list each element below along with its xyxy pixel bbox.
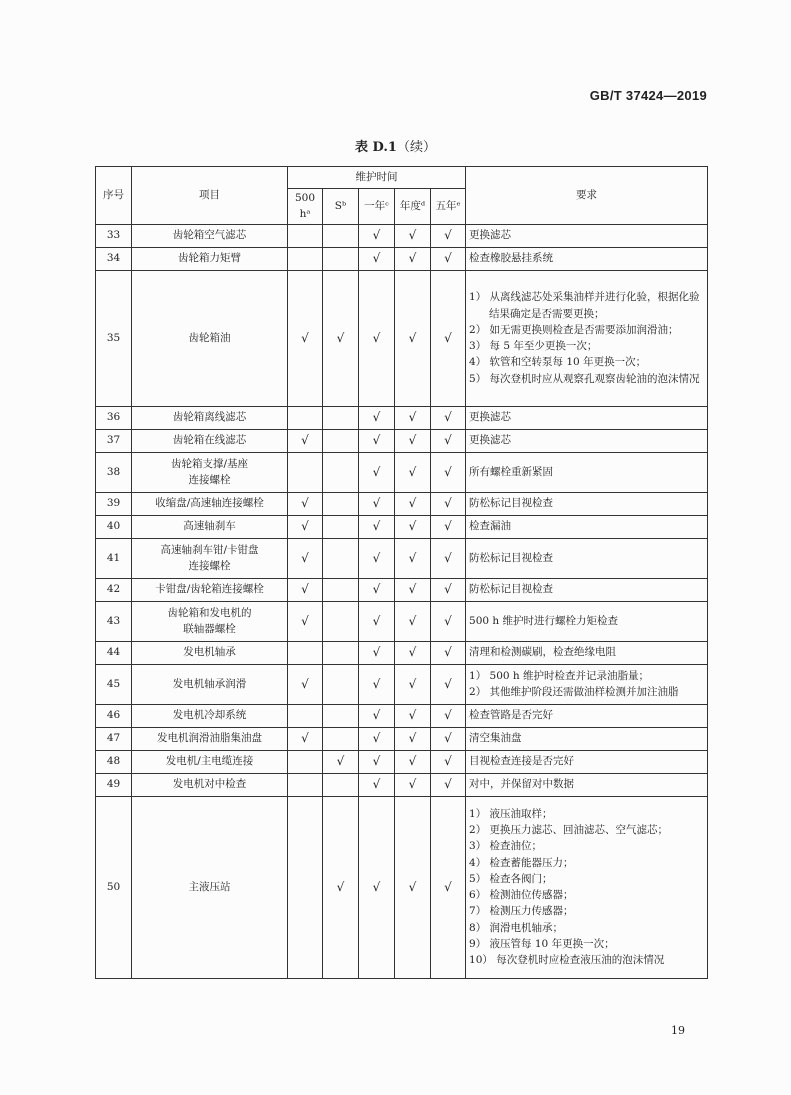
check-mark-icon: √ xyxy=(444,433,452,448)
check-mark-icon: √ xyxy=(372,251,381,266)
check-mark-icon: √ xyxy=(444,708,452,723)
requirement-line: 6） 检测油位传感器； xyxy=(469,889,574,902)
requirement-line: 10） 每次登机时应检查液压油的泡沫情况 xyxy=(469,954,665,967)
check-mark-icon: √ xyxy=(444,251,452,266)
check-mark-icon: √ xyxy=(372,519,381,534)
check-s xyxy=(323,538,359,578)
check-five-year xyxy=(431,727,466,750)
check-mark-icon: √ xyxy=(336,330,345,345)
table-body xyxy=(96,224,708,978)
table-row xyxy=(96,727,708,750)
page-number: 19 xyxy=(671,1024,685,1037)
row-item xyxy=(132,224,288,247)
check-annual xyxy=(395,773,431,796)
row-requirement xyxy=(466,796,708,978)
check-one-year xyxy=(359,452,395,492)
item-line: 发电机对中检查 xyxy=(172,778,247,791)
check-500h xyxy=(288,796,323,978)
row-number: 40 xyxy=(96,515,132,538)
check-annual xyxy=(395,601,431,641)
check-annual xyxy=(395,515,431,538)
check-one-year xyxy=(359,578,395,601)
check-one-year xyxy=(359,796,395,978)
check-mark-icon: √ xyxy=(444,464,452,479)
requirement-line: 500 h 维护时进行螺栓力矩检查 xyxy=(469,614,618,627)
row-requirement xyxy=(466,492,708,515)
check-mark-icon: √ xyxy=(301,613,309,628)
row-number: 34 xyxy=(96,247,132,270)
requirement-line: 9） 液压管每 10 年更换一次； xyxy=(469,937,615,950)
row-number: 42 xyxy=(96,578,132,601)
check-annual xyxy=(395,247,431,270)
row-number: 49 xyxy=(96,773,132,796)
check-five-year xyxy=(431,270,466,406)
row-requirement xyxy=(466,452,708,492)
check-mark-icon: √ xyxy=(372,645,381,660)
check-500h xyxy=(288,538,323,578)
check-mark-icon: √ xyxy=(408,464,417,479)
check-annual xyxy=(395,750,431,773)
check-mark-icon: √ xyxy=(372,708,381,723)
check-one-year xyxy=(359,406,395,429)
check-mark-icon: √ xyxy=(372,464,381,479)
row-number: 43 xyxy=(96,601,132,641)
requirement-line: 更换滤芯 xyxy=(469,411,512,424)
row-number: 36 xyxy=(96,406,132,429)
row-item xyxy=(132,727,288,750)
requirement-line: 检查管路是否完好 xyxy=(469,709,554,722)
check-500h xyxy=(288,515,323,538)
row-item xyxy=(132,406,288,429)
item-line: 齿轮箱空气滤芯 xyxy=(172,229,247,242)
check-mark-icon: √ xyxy=(372,433,381,448)
check-s xyxy=(323,727,359,750)
check-s xyxy=(323,704,359,727)
check-500h xyxy=(288,704,323,727)
check-mark-icon: √ xyxy=(408,731,417,746)
check-mark-icon: √ xyxy=(301,433,309,448)
requirement-line: 1） 500 h 维护时检查并记录油脂量； xyxy=(469,669,650,682)
check-500h xyxy=(288,750,323,773)
item-line: 齿轮箱离线滤芯 xyxy=(172,411,247,424)
check-s xyxy=(323,641,359,664)
row-requirement xyxy=(466,601,708,641)
check-mark-icon: √ xyxy=(301,731,309,746)
check-five-year xyxy=(431,406,466,429)
row-number: 44 xyxy=(96,641,132,664)
requirement-line: 1） 从离线滤芯处采集油样并进行化验，根据化验结果确定是否需要更换； xyxy=(469,291,700,320)
check-mark-icon: √ xyxy=(408,251,417,266)
check-five-year xyxy=(431,224,466,247)
header-s: Sᵇ xyxy=(323,189,359,225)
row-item xyxy=(132,641,288,664)
row-number: 47 xyxy=(96,727,132,750)
check-one-year xyxy=(359,224,395,247)
check-500h xyxy=(288,641,323,664)
row-number: 37 xyxy=(96,429,132,452)
check-mark-icon: √ xyxy=(301,550,309,565)
check-five-year xyxy=(431,641,466,664)
check-mark-icon: √ xyxy=(444,754,452,769)
check-annual xyxy=(395,538,431,578)
row-item xyxy=(132,247,288,270)
row-number: 41 xyxy=(96,538,132,578)
table-row xyxy=(96,578,708,601)
check-mark-icon: √ xyxy=(408,879,417,894)
check-one-year xyxy=(359,750,395,773)
check-mark-icon: √ xyxy=(372,731,381,746)
row-item xyxy=(132,429,288,452)
check-s xyxy=(323,750,359,773)
check-mark-icon: √ xyxy=(372,582,381,597)
check-one-year xyxy=(359,247,395,270)
check-mark-icon: √ xyxy=(408,613,417,628)
check-five-year xyxy=(431,664,466,704)
table-row xyxy=(96,452,708,492)
row-requirement xyxy=(466,429,708,452)
check-mark-icon: √ xyxy=(301,496,309,511)
check-mark-icon: √ xyxy=(372,754,381,769)
check-s xyxy=(323,664,359,704)
check-500h xyxy=(288,452,323,492)
check-five-year xyxy=(431,492,466,515)
check-annual xyxy=(395,796,431,978)
row-number: 48 xyxy=(96,750,132,773)
check-s xyxy=(323,247,359,270)
table-row xyxy=(96,773,708,796)
item-line: 发电机/主电缆连接 xyxy=(165,755,254,768)
row-number: 38 xyxy=(96,452,132,492)
header-one-year: 一年ᶜ xyxy=(359,189,395,225)
check-s xyxy=(323,452,359,492)
table-row xyxy=(96,601,708,641)
check-500h xyxy=(288,664,323,704)
check-mark-icon: √ xyxy=(444,731,452,746)
requirement-line: 4） 检查蓄能器压力； xyxy=(469,856,574,869)
row-requirement xyxy=(466,224,708,247)
check-mark-icon: √ xyxy=(444,496,452,511)
table-row xyxy=(96,704,708,727)
header-five-year: 五年ᵉ xyxy=(431,189,466,225)
table-caption xyxy=(0,136,791,155)
row-item xyxy=(132,704,288,727)
check-mark-icon: √ xyxy=(372,410,381,425)
check-mark-icon: √ xyxy=(372,879,381,894)
item-line: 高速轴刹车钳/卡钳盘 xyxy=(160,543,259,556)
item-line: 连接螺栓 xyxy=(188,474,231,487)
header-500h: 500 hᵃ xyxy=(288,189,323,225)
check-five-year xyxy=(431,578,466,601)
check-mark-icon: √ xyxy=(336,879,345,894)
row-item xyxy=(132,538,288,578)
row-item xyxy=(132,796,288,978)
table-row xyxy=(96,796,708,978)
check-mark-icon: √ xyxy=(372,550,381,565)
requirement-line: 清理和检测碳刷，检查绝缘电阻 xyxy=(469,646,617,659)
check-mark-icon: √ xyxy=(408,228,417,243)
header-seq: 序号 xyxy=(96,167,132,225)
requirement-line: 清空集油盘 xyxy=(469,732,522,745)
requirement-line: 检查橡胶悬挂系统 xyxy=(469,252,554,265)
check-mark-icon: √ xyxy=(301,582,309,597)
check-s xyxy=(323,429,359,452)
caption-continued: （续） xyxy=(396,140,436,155)
row-number: 46 xyxy=(96,704,132,727)
requirement-line: 8） 润滑电机轴承； xyxy=(469,921,564,934)
check-mark-icon: √ xyxy=(444,410,452,425)
check-500h xyxy=(288,601,323,641)
check-mark-icon: √ xyxy=(444,777,452,792)
check-one-year xyxy=(359,515,395,538)
check-mark-icon: √ xyxy=(408,645,417,660)
requirement-line: 所有螺栓重新紧固 xyxy=(469,465,554,478)
check-mark-icon: √ xyxy=(301,676,309,691)
check-mark-icon: √ xyxy=(408,582,417,597)
check-500h xyxy=(288,224,323,247)
requirement-line: 3） 检查油位； xyxy=(469,840,543,853)
requirement-line: 2） 更换压力滤芯、回油滤芯、空气滤芯； xyxy=(469,823,669,836)
check-mark-icon: √ xyxy=(444,550,452,565)
requirement-line: 3） 每 5 年至少更换一次； xyxy=(469,340,598,353)
check-annual xyxy=(395,429,431,452)
check-mark-icon: √ xyxy=(444,228,452,243)
check-annual xyxy=(395,492,431,515)
requirement-line: 目视检查连接是否完好 xyxy=(469,755,575,768)
item-line: 发电机冷却系统 xyxy=(172,709,247,722)
row-item xyxy=(132,601,288,641)
row-requirement xyxy=(466,641,708,664)
check-five-year xyxy=(431,796,466,978)
check-one-year xyxy=(359,773,395,796)
check-mark-icon: √ xyxy=(372,613,381,628)
check-five-year xyxy=(431,247,466,270)
check-mark-icon: √ xyxy=(444,519,452,534)
check-five-year xyxy=(431,704,466,727)
check-one-year xyxy=(359,429,395,452)
row-requirement xyxy=(466,664,708,704)
check-one-year xyxy=(359,601,395,641)
check-s xyxy=(323,224,359,247)
requirement-line: 更换滤芯 xyxy=(469,434,512,447)
item-line: 齿轮箱油 xyxy=(188,331,231,344)
row-number: 35 xyxy=(96,270,132,406)
check-one-year xyxy=(359,270,395,406)
requirement-line: 1） 液压油取样； xyxy=(469,807,553,820)
check-annual xyxy=(395,641,431,664)
requirement-line: 5） 检查各阀门； xyxy=(469,872,553,885)
item-line: 发电机轴承 xyxy=(183,646,236,659)
row-requirement xyxy=(466,515,708,538)
check-mark-icon: √ xyxy=(408,550,417,565)
table-row xyxy=(96,406,708,429)
check-mark-icon: √ xyxy=(408,676,417,691)
header-annual: 年度ᵈ xyxy=(395,189,431,225)
check-s xyxy=(323,796,359,978)
check-annual xyxy=(395,578,431,601)
check-annual xyxy=(395,270,431,406)
row-requirement xyxy=(466,750,708,773)
check-500h xyxy=(288,429,323,452)
header-period-group: 维护时间 xyxy=(288,167,466,189)
check-mark-icon: √ xyxy=(444,879,452,894)
check-five-year xyxy=(431,750,466,773)
table-row xyxy=(96,492,708,515)
check-annual xyxy=(395,664,431,704)
requirement-line: 2） 如无需更换则检查是否需要添加润滑油； xyxy=(469,323,679,336)
check-500h xyxy=(288,406,323,429)
check-500h xyxy=(288,773,323,796)
check-mark-icon: √ xyxy=(444,645,452,660)
item-line: 发电机润滑油脂集油盘 xyxy=(157,732,262,745)
row-number: 45 xyxy=(96,664,132,704)
standard-code: GB/T 37424—2019 xyxy=(589,88,707,103)
item-line: 齿轮箱和发电机的 xyxy=(167,606,252,619)
row-requirement xyxy=(466,773,708,796)
row-item xyxy=(132,773,288,796)
row-item xyxy=(132,452,288,492)
row-requirement xyxy=(466,578,708,601)
requirement-line: 防松标记目视检查 xyxy=(469,497,554,510)
check-annual xyxy=(395,727,431,750)
row-requirement xyxy=(466,727,708,750)
check-500h xyxy=(288,727,323,750)
check-500h xyxy=(288,492,323,515)
check-annual xyxy=(395,224,431,247)
check-mark-icon: √ xyxy=(444,613,452,628)
item-line: 齿轮箱在线滤芯 xyxy=(172,434,247,447)
check-mark-icon: √ xyxy=(372,676,381,691)
check-s xyxy=(323,578,359,601)
check-five-year xyxy=(431,538,466,578)
check-mark-icon: √ xyxy=(336,754,345,769)
check-s xyxy=(323,601,359,641)
table-row xyxy=(96,664,708,704)
table-row xyxy=(96,750,708,773)
check-mark-icon: √ xyxy=(372,228,381,243)
table-row xyxy=(96,515,708,538)
requirement-line: 防松标记目视检查 xyxy=(469,583,554,596)
item-line: 发电机轴承润滑 xyxy=(172,677,247,690)
check-mark-icon: √ xyxy=(444,676,452,691)
check-s xyxy=(323,515,359,538)
check-one-year xyxy=(359,727,395,750)
row-number: 39 xyxy=(96,492,132,515)
check-one-year xyxy=(359,641,395,664)
check-mark-icon: √ xyxy=(408,433,417,448)
table-row xyxy=(96,224,708,247)
check-s xyxy=(323,406,359,429)
item-line: 主液压站 xyxy=(188,880,231,893)
maintenance-table xyxy=(95,166,708,979)
item-line: 连接螺栓 xyxy=(188,560,231,573)
requirement-line: 检查漏油 xyxy=(469,520,512,533)
row-requirement xyxy=(466,704,708,727)
check-mark-icon: √ xyxy=(408,496,417,511)
check-mark-icon: √ xyxy=(372,777,381,792)
requirement-line: 5） 每次登机时应从观察孔观察齿轮油的泡沫情况 xyxy=(469,372,700,385)
check-mark-icon: √ xyxy=(301,330,309,345)
check-mark-icon: √ xyxy=(444,582,452,597)
row-requirement xyxy=(466,247,708,270)
requirement-line: 4） 软管和空转泵每 10 年更换一次； xyxy=(469,356,647,369)
check-s xyxy=(323,773,359,796)
check-annual xyxy=(395,704,431,727)
check-mark-icon: √ xyxy=(408,708,417,723)
requirement-line: 防松标记目视检查 xyxy=(469,551,554,564)
check-s xyxy=(323,492,359,515)
check-500h xyxy=(288,270,323,406)
row-item xyxy=(132,270,288,406)
requirement-line: 对中，并保留对中数据 xyxy=(469,778,575,791)
item-line: 齿轮箱力矩臂 xyxy=(178,252,241,265)
table-row xyxy=(96,270,708,406)
table-row xyxy=(96,429,708,452)
check-mark-icon: √ xyxy=(408,519,417,534)
check-five-year xyxy=(431,515,466,538)
row-number: 50 xyxy=(96,796,132,978)
check-five-year xyxy=(431,452,466,492)
row-requirement xyxy=(466,538,708,578)
item-line: 联轴器螺栓 xyxy=(183,623,236,636)
check-s xyxy=(323,270,359,406)
item-line: 齿轮箱支撑/基座 xyxy=(170,457,249,470)
check-500h xyxy=(288,578,323,601)
check-one-year xyxy=(359,704,395,727)
item-line: 高速轴刹车 xyxy=(183,520,236,533)
table-row xyxy=(96,538,708,578)
row-item xyxy=(132,750,288,773)
header-requirement: 要求 xyxy=(466,167,708,225)
requirement-line: 7） 检测压力传感器； xyxy=(469,905,574,918)
check-annual xyxy=(395,406,431,429)
requirement-line: 2） 其他维护阶段还需做油样检测并加注油脂 xyxy=(469,686,679,699)
check-mark-icon: √ xyxy=(372,496,381,511)
caption-title: 表 D.1 xyxy=(355,140,397,155)
check-five-year xyxy=(431,601,466,641)
row-item xyxy=(132,515,288,538)
check-five-year xyxy=(431,773,466,796)
check-one-year xyxy=(359,492,395,515)
check-500h xyxy=(288,247,323,270)
row-requirement xyxy=(466,270,708,406)
row-item xyxy=(132,492,288,515)
check-mark-icon: √ xyxy=(408,754,417,769)
check-one-year xyxy=(359,664,395,704)
check-one-year xyxy=(359,538,395,578)
row-requirement xyxy=(466,406,708,429)
check-mark-icon: √ xyxy=(408,330,417,345)
row-number: 33 xyxy=(96,224,132,247)
check-mark-icon: √ xyxy=(301,519,309,534)
requirement-line: 更换滤芯 xyxy=(469,229,512,242)
check-five-year xyxy=(431,429,466,452)
header-item: 项目 xyxy=(132,167,288,225)
check-annual xyxy=(395,452,431,492)
check-mark-icon: √ xyxy=(408,777,417,792)
table-row xyxy=(96,641,708,664)
row-item xyxy=(132,578,288,601)
check-mark-icon: √ xyxy=(408,410,417,425)
check-mark-icon: √ xyxy=(372,330,381,345)
table-row xyxy=(96,247,708,270)
item-line: 卡钳盘/齿轮箱连接螺栓 xyxy=(155,583,264,596)
item-line: 收缩盘/高速轴连接螺栓 xyxy=(155,497,264,510)
check-mark-icon: √ xyxy=(444,330,452,345)
row-item xyxy=(132,664,288,704)
